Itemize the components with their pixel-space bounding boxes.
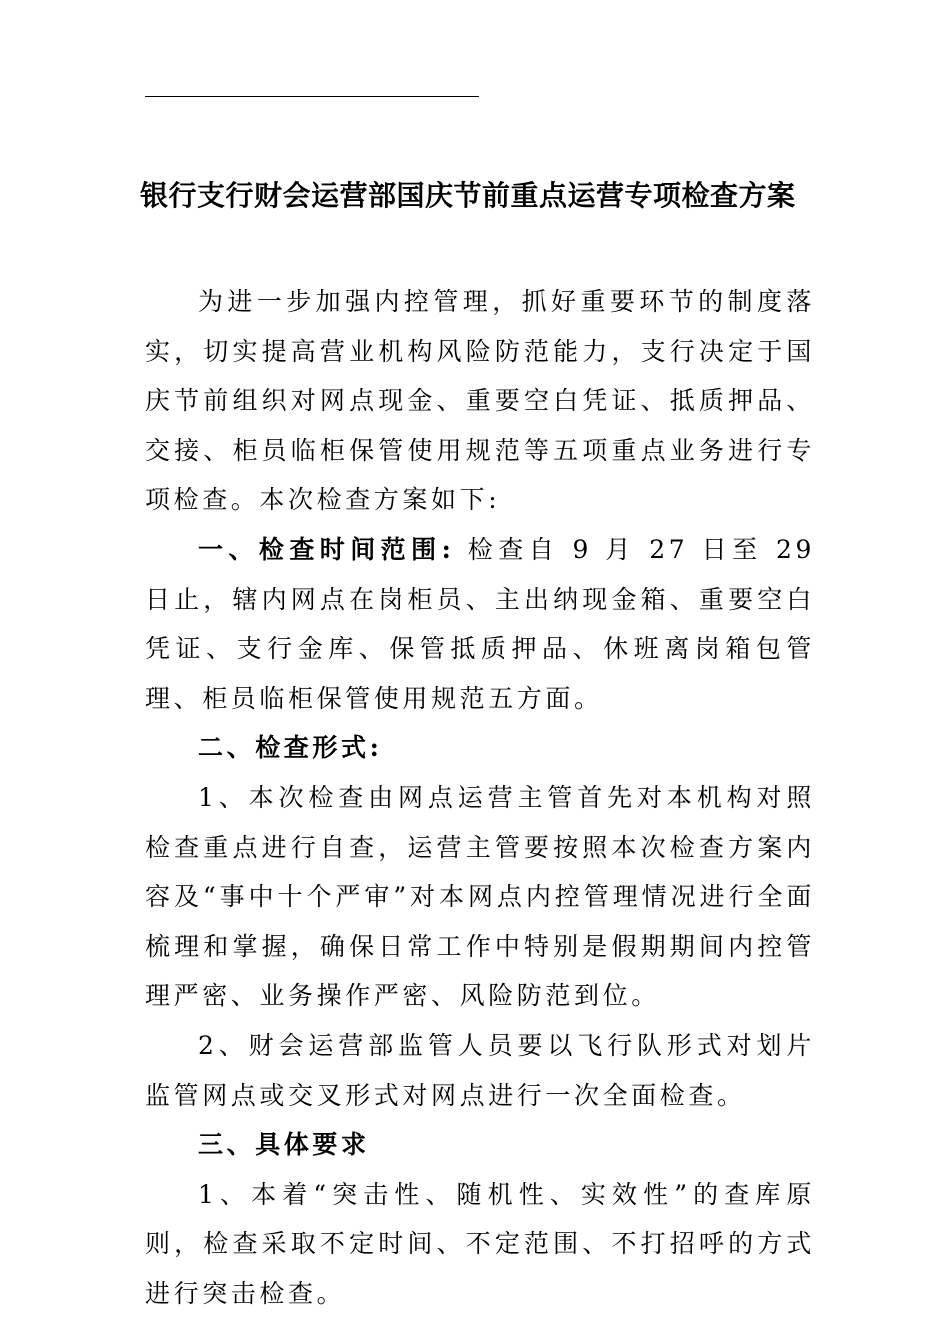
section-2-item-1: 1、本次检查由网点运营主管首先对本机构对照检查重点进行自查，运营主管要按照本次检查方案内容及“事中十个严审”对本网点内控管理情况进行全面梳理和掌握，确保日常工作中特别是假期期间内控管理严密、业务操作严密、风险防范到位。: [145, 782, 815, 1011]
section-1-paragraph: [145, 525, 815, 723]
intro-paragraph: 为进一步加强内控管理，抓好重要环节的制度落实，切实提高营业机构风险防范能力，支行决定于国庆节前组织对网点现金、重要空白凭证、抵质押品、交接、柜员临柜保管使用规范等五项重点业务进行专项检查。本次检查方案如下:: [145, 287, 815, 515]
section-3-heading: 三、具体要求: [198, 1130, 370, 1160]
document-body: [145, 277, 815, 1318]
section-1-heading: 一、检查时间范围:: [198, 534, 455, 564]
section-3-item-1: 1、本着“突击性、随机性、实效性”的查库原则，检查采取不定时间、不定范围、不打招呼的方式进行突击检查。: [145, 1179, 815, 1308]
section-2-heading: 二、检查形式:: [198, 733, 383, 763]
document-title: 银行支行财会运营部国庆节前重点运营专项检查方案: [140, 179, 796, 212]
section-1-text: 检查自 9 月 27 日至 29 日止，辖内网点在岗柜员、主出纳现金箱、重要空白凭证、支行金库、保管抵质押品、休班离岗箱包管理、柜员临柜保管使用规范五方面。: [145, 534, 815, 713]
header-rule: [145, 96, 479, 97]
section-2-item-2: 2、财会运营部监管人员要以飞行队形式对划片监管网点或交叉形式对网点进行一次全面检查。: [145, 1030, 815, 1110]
